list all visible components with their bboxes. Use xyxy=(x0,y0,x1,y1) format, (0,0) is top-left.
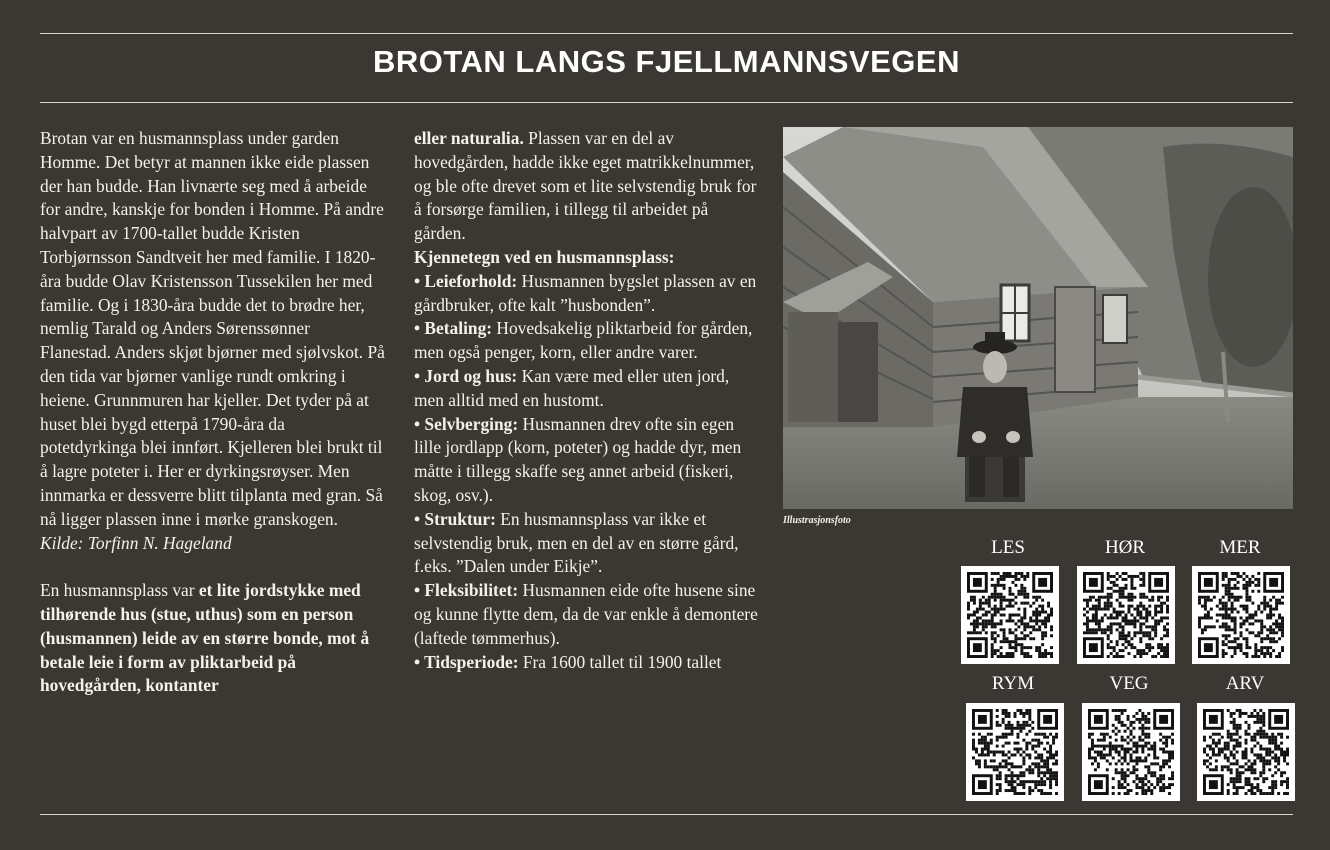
feature-label: • Fleksibilitet: xyxy=(414,580,519,601)
historic-photo xyxy=(783,127,1293,509)
continuation-paragraph xyxy=(414,127,759,246)
features-heading: Kjennetegn ved en husmannsplass: xyxy=(414,246,675,267)
source-credit: Kilde: Torfinn N. Hageland xyxy=(40,532,232,553)
qr-code-icon xyxy=(1083,572,1169,658)
definition-bold: et lite jordstykke med tilhørende hus (stue, uthus) som en person (husmannen) leide av en større bonde, mot å betale leie i form av pliktarbeid på hovedgården, kontanter xyxy=(40,580,370,696)
feature-text: Husmannen bygslet plassen av en gårdbruker, ofte kalt ”husbonden”. xyxy=(414,270,757,315)
qr-code-hor[interactable] xyxy=(1077,566,1175,664)
feature-text: Husmannen drev ofte sin egen lille jordlapp (korn, poteter) og hadde dyr, men måtte i tillegg skaffe seg annet arbeid (fiskeri, skog, osv.). xyxy=(414,413,742,505)
feature-label: • Struktur: xyxy=(414,508,496,529)
bottom-rule xyxy=(40,814,1293,815)
photo-caption: Illustrasjonsfoto xyxy=(783,515,851,526)
feature-item xyxy=(414,317,759,365)
qr-code-veg[interactable] xyxy=(1082,703,1180,801)
text-column-2 xyxy=(414,127,759,674)
qr-label-rym: RYM xyxy=(991,673,1035,694)
feature-text: Husmannen eide ofte husene sine og kunne flytte dem, da de var enkle å demontere (laftede tømmerhus). xyxy=(414,580,758,648)
qr-label-arv: ARV xyxy=(1225,673,1265,694)
intro-paragraph: Brotan var en husmannsplass under garden Homme. Det betyr at mannen ikke eide plassen der han budde. Han livnærte seg med å arbeide for andre, kanskje for bonden i Homme. På andre halvpart av 1700-tallet budde Kristen Torbjørnsson Sandtveit her med familie. I 1820-åra budde Olav Kristensson Tussekilen her med familie. Og i 1830-åra budde det to brødre her, nemlig Tarald og Anders Sørenssønner Flanestad. Anders skjøt bjørner med sjølvskot. På den tida var bjørner vanlige rundt omkring i heiene. Grunnmuren har kjeller. Det tyder på at huset blei bygd etterpå 1790-åra da potetdyrkinga blei innført. Kjelleren blei brukt til å lagre poteter i. Her er dyrkingsrøyser. Men innmarka er dessverre blitt tilplanta med gran. Så nå ligger plassen inne i mørke granskogen. xyxy=(40,128,385,529)
qr-label-les: LES xyxy=(991,537,1025,558)
feature-item xyxy=(414,508,759,579)
feature-item xyxy=(414,413,759,508)
page-title: BROTAN LANGS FJELLMANNSVEGEN xyxy=(373,44,960,79)
qr-label-veg: VEG xyxy=(1109,673,1149,694)
continuation-text: Plassen var en del av hovedgården, hadde ikke eget matrikkelnummer, og ble ofte drevet som et lite selvstendig bruk for å forsørge familien, i tillegg til arbeidet på gården. xyxy=(414,128,757,244)
feature-text: Fra 1600 tallet til 1900 tallet xyxy=(518,651,722,672)
photo-illustration xyxy=(783,127,1293,509)
qr-label-mer: MER xyxy=(1219,537,1261,558)
feature-label: • Selvberging: xyxy=(414,413,519,434)
feature-label: • Tidsperiode: xyxy=(414,651,519,672)
qr-code-icon xyxy=(972,709,1058,795)
feature-text: Kan være med eller uten jord, men alltid med en hustomt. xyxy=(414,365,730,410)
definition-paragraph xyxy=(40,579,385,698)
qr-code-rym[interactable] xyxy=(966,703,1064,801)
feature-item xyxy=(414,270,759,318)
qr-code-les[interactable] xyxy=(961,566,1059,664)
qr-code-icon xyxy=(1203,709,1289,795)
feature-text: Hovedsakelig pliktarbeid for gården, men også penger, korn, eller andre varer. xyxy=(414,318,753,363)
feature-item xyxy=(414,365,759,413)
definition-start: En husmannsplass var xyxy=(40,580,199,601)
feature-item xyxy=(414,579,759,650)
qr-code-arv[interactable] xyxy=(1197,703,1295,801)
text-column-1 xyxy=(40,127,385,698)
feature-label: • Betaling: xyxy=(414,318,493,339)
qr-code-mer[interactable] xyxy=(1192,566,1290,664)
continuation-bold: eller naturalia. xyxy=(414,128,524,148)
feature-label: • Leieforhold: xyxy=(414,270,518,291)
qr-label-hor: HØR xyxy=(1104,537,1146,558)
qr-code-icon xyxy=(967,572,1053,658)
top-rule xyxy=(40,33,1293,34)
feature-text: En husmannsplass var ikke et selvstendig bruk, men en del av en større gård, f.eks. ”Dalen under Eikje”. xyxy=(414,508,739,577)
feature-item xyxy=(414,651,759,675)
feature-label: • Jord og hus: xyxy=(414,365,518,386)
qr-code-icon xyxy=(1088,709,1174,795)
qr-code-icon xyxy=(1198,572,1284,658)
title-rule xyxy=(40,102,1293,103)
